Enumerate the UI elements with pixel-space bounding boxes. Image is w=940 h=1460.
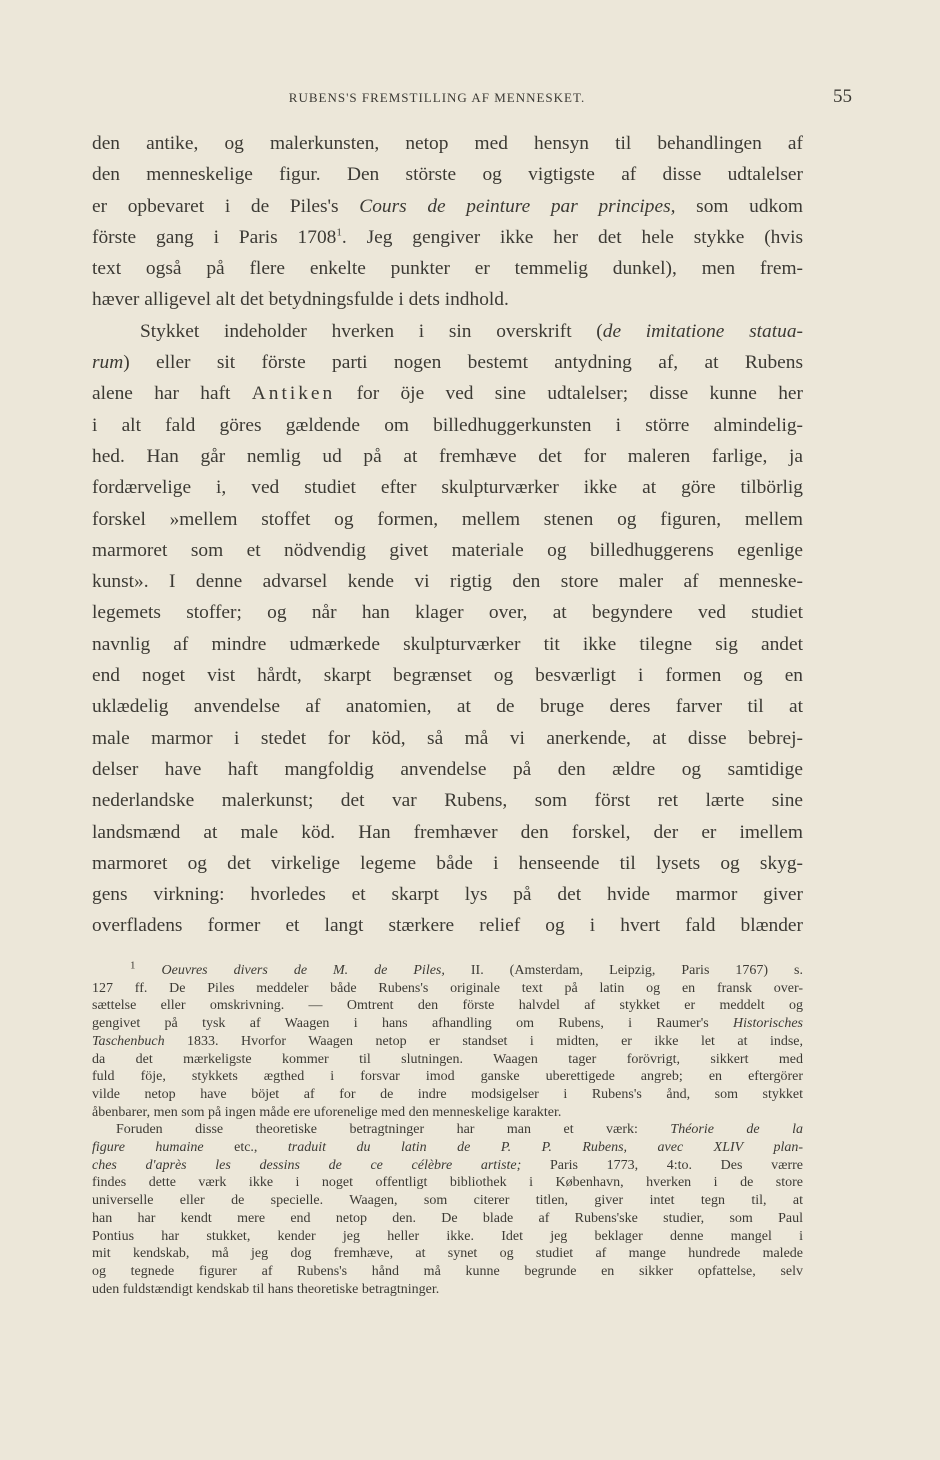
text-line: den menneskelige figur. Den störste og vigtigste af disse udtalelser: [92, 164, 803, 186]
text-line: male marmor i stedet for köd, så må vi anerkende, at disse bebrej-: [92, 727, 803, 749]
text-line: han har kendt mere end netop den. De blade af Rubens'ske studier, som Paul: [92, 1210, 803, 1226]
text-line: forskel »mellem stoffet og formen, mellem stenen og figuren, mellem: [92, 508, 803, 530]
text-line: gens virkning: hvorledes et skarpt lys på det hvide marmor giver: [92, 884, 803, 906]
footnotes: [92, 959, 803, 1298]
paragraph-2: [92, 316, 803, 942]
text-segment: [136, 963, 162, 978]
footnote-2: [92, 1121, 803, 1298]
text-line: i alt fald göres gældende om billedhuggerkunsten i större almindelig-: [92, 414, 803, 436]
footnote-marker: 1: [130, 959, 136, 972]
latin-title: rum: [92, 352, 124, 374]
text-line: kunst». I denne advarsel kende vi rigtig den store maler af menneske-: [92, 571, 803, 593]
text-line: [92, 347, 803, 378]
book-title: traduit du latin de P. P. Rubens, avec XLIV plan-: [287, 1140, 803, 1156]
text-line: universelle eller de specielle. Waagen, som citerer titlen, giver intet tegn til, at: [92, 1193, 803, 1209]
text-line: vilde netop have böjet af for de indre modsigelser i Rubens's ånd, som stykket: [92, 1086, 803, 1102]
text-line: overfladens former et langt stærkere relief og i hvert fald blænder: [92, 915, 803, 937]
text-line: [92, 1121, 803, 1139]
text-line: delser have haft mangfoldig anvendelse på den ældre og samtidige: [92, 758, 803, 780]
text-line: uden fuldstændigt kendskab til hans theoretiske betragtninger.: [92, 1281, 440, 1297]
book-title: Oeuvres divers de M. de Piles,: [161, 963, 445, 978]
text-line: [92, 316, 803, 347]
text-line: [92, 191, 803, 222]
text-segment: förste gang i Paris 1708: [92, 226, 337, 248]
text-segment: Stykket indeholder hverken i sin overskrift (: [140, 320, 603, 342]
text-line: den antike, og malerkunsten, netop med hensyn til behandlingen af: [92, 133, 803, 154]
text-segment: gengivet på tysk af Waagen i hans afhandling om Rubens, i Raumer's: [92, 1016, 733, 1032]
body-text: [92, 128, 803, 942]
text-segment: 1833. Hvorfor Waagen netop er standset i midten, er ikke let at indse,: [164, 1033, 803, 1049]
book-title: figure humaine: [92, 1140, 204, 1156]
book-title: Historisches: [733, 1016, 803, 1032]
text-segment: II. (Amsterdam, Leipzig, Paris 1767) s.: [444, 963, 803, 978]
latin-title: de imitatione statua-: [602, 320, 803, 342]
text-segment: alene har haft: [92, 383, 252, 405]
text-line: da det mærkeligste kommer til slutningen. Waagen tager forövrigt, sikkert med: [92, 1051, 803, 1067]
emphasized-word: Antiken: [251, 383, 336, 405]
text-line: [92, 1139, 803, 1157]
running-title: RUBENS'S FREMSTILLING AF MENNESKET.: [288, 90, 586, 105]
book-title: Cours de peinture par principes,: [359, 195, 676, 217]
text-line: hæver alligevel alt det betydningsfulde i dets indhold.: [92, 289, 509, 311]
text-line: Pontius har stukket, kender jeg heller ikke. Idet jeg beklager denne mangel i: [92, 1228, 803, 1244]
text-line: end noget vist hårdt, skarpt begrænset og besværligt i formen og en: [92, 665, 803, 687]
footnote-reference: 1: [336, 226, 342, 239]
text-line: og tegnede figurer af Rubens's hånd må kunne begrunde en sikker opfattelse, selv: [92, 1263, 803, 1279]
book-title: Théorie de la: [670, 1122, 803, 1138]
text-line: uklædelig anvendelse af anatomien, at de bruge deres farver til at: [92, 696, 803, 718]
text-segment: Foruden disse theoretiske betragtninger har man et værk:: [116, 1122, 671, 1138]
text-line: [92, 1015, 803, 1033]
text-segment: etc.,: [203, 1140, 288, 1156]
text-line: fordærvelige i, ved studiet efter skulpturværker ikke at göre tilbörlig: [92, 477, 803, 499]
text-line: [92, 378, 803, 409]
text-segment: som udkom: [675, 195, 803, 217]
text-segment: for öje ved sine udtalelser; disse kunne her: [335, 383, 803, 405]
paragraph-1: [92, 128, 803, 316]
text-line: marmoret som et nödvendig givet materiale og billedhuggerens egenlige: [92, 539, 803, 561]
text-line: fuld föje, stykkets ægthed i forsvar imod ganske uberettigede angreb; en eftergörer: [92, 1069, 803, 1085]
text-line: 127 ff. De Piles meddeler både Rubens's originale text på latin og en fransk over-: [92, 980, 803, 996]
text-line: sættelse eller omskrivning. — Omtrent den förste halvdel af stykket er meddelt og: [92, 998, 803, 1014]
text-line: text også på flere enkelte punkter er temmelig dunkel), men frem-: [92, 258, 803, 280]
footnote-1: [92, 959, 803, 1121]
text-line: navnlig af mindre udmærkede skulpturværker tit ikke tilegne sig andet: [92, 633, 803, 655]
text-segment: Paris 1773, 4:to. Des værre: [521, 1157, 803, 1173]
text-line: [92, 959, 803, 980]
text-line: marmoret og det virkelige legeme både i henseende til lysets og skyg-: [92, 852, 803, 874]
text-line: [92, 222, 803, 253]
text-line: [92, 1033, 803, 1051]
text-segment: . Jeg gengiver ikke her det hele stykke (hvis: [341, 226, 803, 248]
text-line: landsmænd at male köd. Han fremhæver den forskel, der er imellem: [92, 821, 803, 843]
text-line: hed. Han går nemlig ud på at fremhæve det for maleren farlige, ja: [92, 445, 803, 467]
page-header: [92, 86, 852, 110]
text-line: nederlandske malerkunst; det var Rubens, som först ret lærte sine: [92, 790, 803, 812]
book-title: Taschenbuch: [92, 1033, 165, 1049]
text-line: [92, 1157, 803, 1175]
text-segment: ) eller sit förste parti nogen bestemt antydning af, at Rubens: [123, 352, 803, 374]
text-line: åbenbarer, men som på ingen måde ere uforenelige med den menneskelige karakter.: [92, 1104, 562, 1120]
page-number: 55: [833, 86, 852, 107]
book-title: ches d'après les dessins de ce célèbre artiste;: [92, 1157, 522, 1173]
text-line: mit kendskab, må jeg dog fremhæve, at synet og studiet af mange hundrede malede: [92, 1246, 803, 1262]
text-line: legemets stoffer; og når han klager over, at begyndere ved studiet: [92, 602, 803, 624]
text-segment: er opbevaret i de Piles's: [92, 195, 360, 217]
text-line: findes dette værk ikke i noget offentligt bibliothek i København, hverken i de store: [92, 1175, 803, 1191]
